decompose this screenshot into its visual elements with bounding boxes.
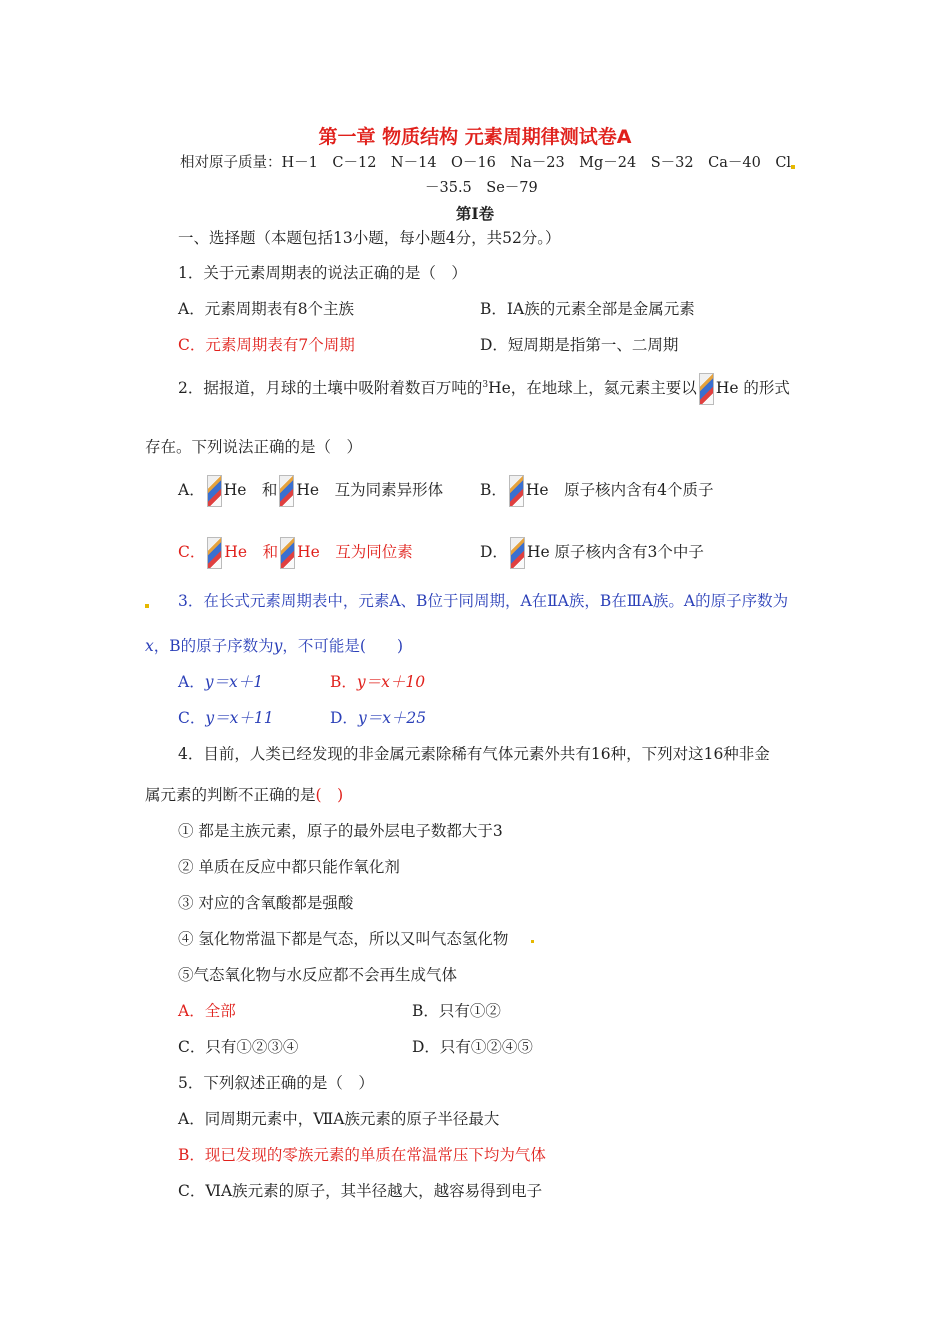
broken-image-icon	[280, 537, 295, 569]
q2-option-a-text-1: He 和	[223, 481, 278, 499]
q4-stem-text: 属元素的判断不正确的是	[145, 786, 316, 804]
q4-statement-2: ② 单质在反应中都只能作氧化剂	[178, 858, 400, 876]
q2-option-c	[178, 537, 413, 569]
q4-statement-4: ④ 氢化物常温下都是气态，所以又叫气态氢化物	[178, 930, 509, 948]
q2-option-b-text: He 原子核内含有4个质子	[525, 481, 714, 499]
q2-option-a-text-2: He 互为同素异形体	[296, 481, 444, 499]
mark-dot	[145, 604, 149, 608]
q2-option-b-label: B．	[480, 481, 507, 499]
q1-option-a: A．元素周期表有8个主族	[178, 300, 355, 318]
q3-stem: 3．在长式元素周期表中，元素A、B位于同周期，A在ⅡA族，B在ⅢA族。A的原子序数为	[178, 592, 789, 610]
q5-option-a: A．同周期元素中，ⅦA族元素的原子半径最大	[178, 1110, 500, 1128]
mark-dot	[791, 165, 795, 169]
q4-option-c: C．只有①②③④	[178, 1038, 299, 1056]
q3-option-b-expr: y＝x＋10	[356, 673, 426, 691]
q3-option-a-label: A．	[178, 673, 205, 691]
q2-option-d-text: He 原子核内含有3个中子	[526, 543, 704, 561]
broken-image-icon	[207, 537, 222, 569]
q4-option-a: A．全部	[178, 1002, 236, 1020]
q3-option-c-label: C．	[178, 709, 206, 727]
mark-dot	[531, 940, 534, 943]
q2-option-c-text-2: He 互为同位素	[297, 543, 413, 561]
q3-option-d-label: D．	[330, 709, 358, 727]
broken-image-icon	[279, 475, 294, 507]
q3-var-x: x	[145, 637, 154, 655]
q3-option-c-expr: y＝x＋11	[205, 709, 274, 727]
section-heading: 一、选择题（本题包括13小题，每小题4分，共52分。）	[178, 229, 561, 247]
broken-image-icon	[509, 475, 524, 507]
q3-option-a-expr: y＝x＋1	[204, 673, 264, 691]
q2-stem-line-2: 存在。下列说法正确的是（ ）	[145, 438, 363, 456]
volume-heading: 第Ⅰ卷	[455, 204, 495, 223]
q2-option-a-label: A．	[178, 481, 205, 499]
q1-option-c: C．元素周期表有7个周期	[178, 336, 355, 354]
q3-stem-text: ，B的原子序数为	[153, 637, 274, 655]
q2-option-d	[480, 537, 704, 569]
q1-option-d: D．短周期是指第一、二周期	[480, 336, 679, 354]
atomic-mass-line-1: 相对原子质量：H－1 C－12 N－14 O－16 Na－23 Mg－24 S－32 Ca－40 Cl	[180, 155, 792, 171]
q3-stem-end: ，不可能是( )	[282, 637, 404, 655]
q2-stem	[178, 373, 790, 405]
q5-stem: 5．下列叙述正确的是（ ）	[178, 1074, 374, 1092]
q3-option-c	[178, 708, 274, 728]
q4-option-d: D．只有①②④⑤	[412, 1038, 533, 1056]
q2-option-b	[480, 475, 713, 507]
q3-option-d	[330, 708, 426, 728]
q1-stem: 1．关于元素周期表的说法正确的是（ ）	[178, 264, 467, 282]
q2-option-a	[178, 475, 443, 507]
q2-option-d-label: D．	[480, 543, 508, 561]
q4-statement-3: ③ 对应的含氧酸都是强酸	[178, 894, 354, 912]
broken-image-icon	[510, 537, 525, 569]
q3-option-b	[330, 672, 425, 692]
q2-superscript: 3	[482, 380, 489, 390]
q5-option-b: B．现已发现的零族元素的单质在常温常压下均为气体	[178, 1146, 546, 1164]
q3-var-y: y	[273, 637, 283, 655]
q2-stem-part-c: He 的形式	[715, 379, 790, 397]
q2-option-c-text-1: He 和	[224, 543, 279, 561]
q4-option-b: B．只有①②	[412, 1002, 501, 1020]
q2-stem-part-a: 2．据报道，月球的土壤中吸附着数百万吨的	[178, 379, 483, 397]
q1-option-b: B．ⅠA族的元素全部是金属元素	[480, 300, 695, 318]
q3-option-d-expr: y＝x＋25	[357, 709, 427, 727]
q3-option-b-label: B．	[330, 673, 357, 691]
q3-option-a	[178, 672, 263, 692]
q4-answer-paren: ( )	[315, 786, 344, 804]
q3-stem-line-2	[145, 636, 403, 656]
q4-stem-line-2	[145, 785, 343, 805]
broken-image-icon	[207, 475, 222, 507]
atomic-mass-line-2: －35.5 Se－79	[425, 180, 538, 196]
q5-option-c: C．ⅥA族元素的原子，其半径越大，越容易得到电子	[178, 1182, 543, 1200]
page-title: 第一章 物质结构 元素周期律测试卷A	[318, 126, 632, 148]
broken-image-icon	[699, 373, 714, 405]
q4-statement-5: ⑤气态氧化物与水反应都不会再生成气体	[178, 966, 458, 984]
q4-statement-1: ① 都是主族元素，原子的最外层电子数都大于3	[178, 822, 503, 840]
q4-stem: 4．目前，人类已经发现的非金属元素除稀有气体元素外共有16种，下列对这16种非金	[178, 745, 770, 763]
q2-stem-part-b: He，在地球上，氦元素主要以	[488, 379, 697, 397]
q2-option-c-label: C．	[178, 543, 206, 561]
